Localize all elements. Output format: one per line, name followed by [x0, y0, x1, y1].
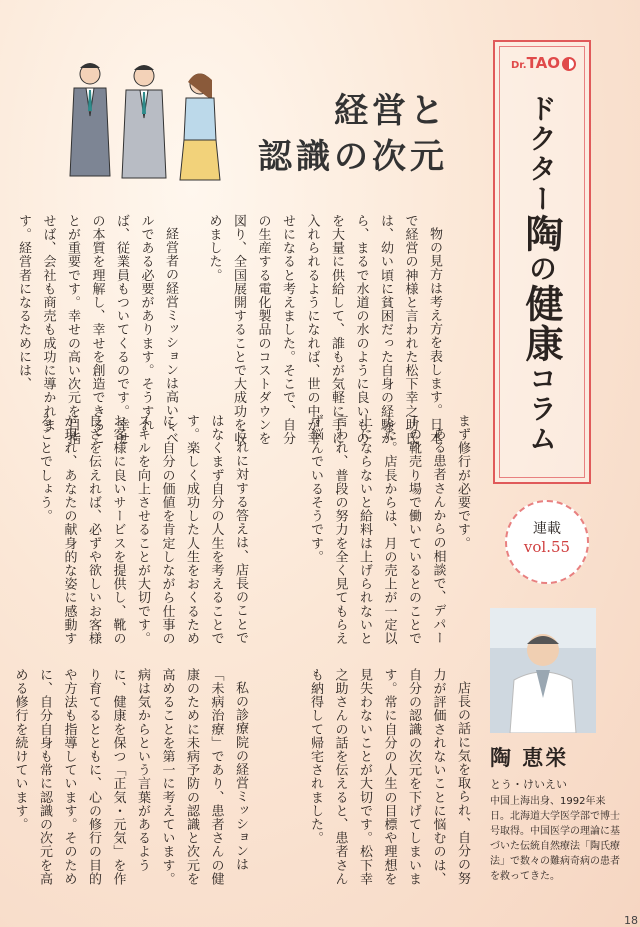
paragraph: 物の見方は考え方を表します。日本で経営の神様と言われた松下幸之助氏は、幼い頃に貧困だった自身の経験から、まるで水道の水のように良いものを大量に供給して、誰もが気軽に手に入れられるようになれば、世の中が幸せになると考えました。そこで、自分の生産する電化製品のコストダウンを図り、全国展開することで大成功を収めました。 [206, 214, 442, 446]
series-volume: vol.55 [523, 538, 571, 556]
paragraph: 店長の話に気を取られ、自分の努力が評価されないことに悩むのは、自分の認識の次元を下げてしまいます。常に自分の人生の目標や理想を見失わないことが大切です。松下幸之助さんの話を伝えると、患者さんも納得して帰宅されました。 [308, 668, 470, 886]
column-title-box [493, 40, 591, 484]
logo-tao: TAO [526, 54, 561, 72]
headline-line-1: 経営と [334, 91, 448, 131]
paragraph: 私の診療院の経営ミッションは「未病治療」であり、患者さんの健康のために未病予防の認識と次元を高めることを第一に考えています。病は気からという言葉があるように、健康を保つ「正気・元気」を作り育てるとともに、心の修行の目的や方法も指導しています。そのために、自分自身も常に認識の次元を高める修行を続けています。 [12, 668, 248, 886]
body-block-second-row-right [254, 414, 474, 654]
body-block-third-row-left [12, 668, 252, 890]
headline-line-2: 認識の次元 [258, 137, 448, 177]
author-info [490, 742, 620, 884]
paragraph: 経営者の経営ミッションは高いレベルである必要があります。そうすれば、従業員もついてくるのです。幸せの本質を理解し、幸せを創造できることが重要です。幸せの高い次元を目指せば、会社も商売も成功に導かれます。経営者になるためには、 [16, 214, 178, 446]
author-bio: 中国上海出身、1992年来日。北海道大学医学部で博士号取得。中国医学の理論に基づいた伝統自然療法「陶氏療法」で数々の難病奇病の患者を救ってきた。 [490, 796, 620, 882]
body-block-second-row-left [37, 414, 252, 654]
page-number: 18 [624, 914, 638, 927]
dr-tao-logo [511, 54, 576, 72]
column-title-part-4: 健康 [519, 284, 563, 364]
body-block-third-row-right [254, 668, 474, 890]
column-title [515, 94, 567, 454]
column-title-part-5: コラム [525, 364, 558, 454]
author-name: 陶 恵栄 [490, 746, 569, 770]
series-badge [505, 500, 589, 584]
article-headline [248, 88, 448, 180]
paragraph: これに対する答えは、店長のことではなくまず自分の人生を考えることです。楽しく成功した人生をおくるために、自分の価値を肯定しながら仕事のスキルを向上させることが大切です。お客様に良いサービスを提供し、靴の良さを伝えれば、必ずや欲しいお客様が現れ、あなたの献身的な姿に感動することでしょう。 [37, 414, 248, 646]
logo-dr: Dr. [511, 60, 527, 71]
column-title-part-3: の [525, 254, 558, 284]
yin-yang-icon [562, 57, 576, 71]
paragraph: まず修行が必要です。 [455, 414, 470, 550]
paragraph: ある患者さんからの相談で、デパートの靴売り場で働いているとのことでした。店長からは、月の売上が一定以上にならないと給料は上げられないと言われ、普段の努力を全く見てもらえず悩んでいるそうです。 [308, 414, 446, 646]
author-name-reading: とう・けいえい [490, 778, 567, 791]
author-photo [490, 608, 596, 733]
column-title-part-2: 陶 [519, 214, 563, 254]
column-title-part-1: ドクター [525, 94, 558, 214]
series-label: 連載 [533, 521, 561, 537]
business-people-illustration [52, 56, 232, 186]
